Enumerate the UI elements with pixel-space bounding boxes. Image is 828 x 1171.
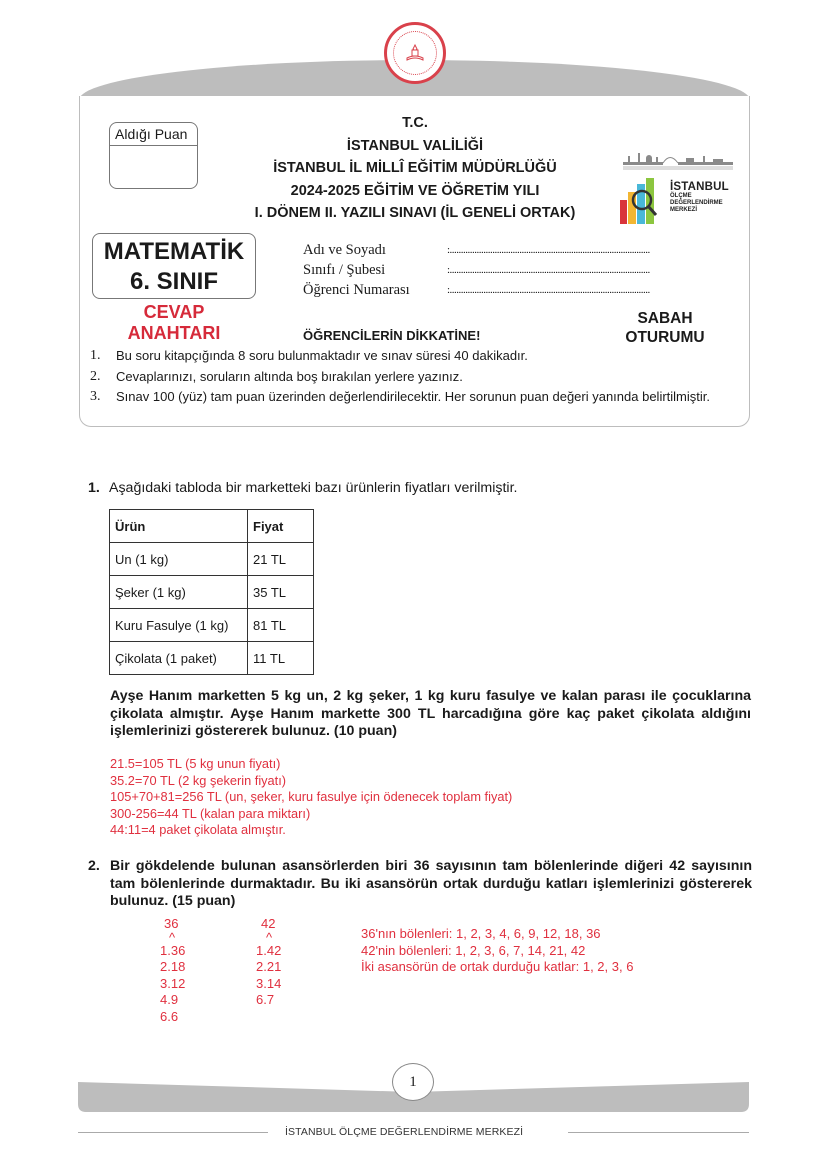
exam-title [230,112,600,225]
answer-line: 42'nin bölenleri: 1, 2, 3, 6, 7, 14, 21, 42 [361,942,586,958]
question-1-prompt: Ayşe Hanım marketten 5 kg un, 2 kg şeker, 1 kg kuru fasulye ve kalan parası ile çocuklarına çikolata almıştır. Ayşe Hanım markette 300 TL harcadığına göre kaç paket çikolata aldığını işlemlerinizi göstererek bulunuz. (10 puan) [110,688,751,739]
answer-line: 105+70+81=256 TL (un, şeker, kuru fasulye için ödenecek toplam fiyat) [110,789,513,804]
question-1-intro-text: Aşağıdaki tabloda bir marketteki bazı ürünlerin fiyatları verilmiştir. [109,480,518,496]
title-line-2: İSTANBUL VALİLİĞİ [346,137,484,154]
score-box-label: Aldığı Puan [110,123,197,146]
caret-icon: ^ [168,929,176,945]
table-row: Çikolata (1 paket) 11 TL [110,642,314,675]
footer-organization: İSTANBUL ÖLÇME DEĞERLENDİRME MERKEZİ [285,1126,524,1138]
answer-line: 300-256=44 TL (kalan para miktarı) [110,805,311,821]
title-line-5: I. DÖNEM II. YAZILI SINAVI (İL GENELİ ORTAK) [254,205,576,221]
title-line-3: İSTANBUL İL MİLLÎ EĞİTİM MÜDÜRLÜĞÜ [273,160,557,176]
meb-seal-icon [384,22,446,84]
rule-item: 2. Cevaplarınızı, soruların altında boş bırakılan yerlere yazınız. [90,368,463,384]
istanbul-olcme-logo-text: İSTANBUL ÖLÇME DEĞERLENDİRME MERKEZİ [670,181,729,213]
table-row: Un (1 kg) 21 TL [110,543,314,576]
answer-line: 35.2=70 TL (2 kg şekerin fiyatı) [110,772,287,788]
title-line-4: 2024-2025 EĞİTİM VE ÖĞRETİM YILI [290,182,540,199]
table-row: Şeker (1 kg) 35 TL [110,576,314,609]
table-header-product: Ürün [110,510,248,543]
answer-line: 36'nın bölenleri: 1, 2, 3, 4, 6, 9, 12, 18, 36 [361,926,601,941]
student-number-field[interactable]: Öğrenci Numarası :......................................................................................... [303,282,650,298]
notice-title: ÖĞRENCİLERİN DİKKATİNE! [303,328,481,343]
divisor-head: 42 [261,916,276,931]
answer-line: 21.5=105 TL (5 kg unun fiyatı) [110,756,281,771]
table-header-price: Fiyat [248,510,314,543]
score-box [109,122,198,189]
exam-rules [90,346,710,408]
question-1-answer [110,756,512,839]
caret-icon: ^ [265,929,273,945]
session-label: SABAH OTURUMU [625,310,705,346]
divisors-36-work: 36 ^ 1.36 2.18 3.12 4.9 6.6 [160,916,186,1024]
student-class-field[interactable]: Sınıfı / Şubesi :......................................................................................... [303,262,650,278]
footer-divider-right [568,1132,749,1133]
grade-level: 6. SINIF [129,268,219,295]
table-header-row [110,510,314,543]
subject-name: MATEMATİK [103,238,245,265]
student-info-fields [303,240,719,300]
rule-item: 1. Bu soru kitapçığında 8 soru bulunmaktadır ve sınav süresi 40 dakikadır. [90,348,528,363]
page-number: 1 [392,1063,434,1101]
question-2-number: 2. [88,858,100,874]
table-row: Kuru Fasulye (1 kg) 81 TL [110,609,314,642]
answer-key-label: CEVAP ANAHTARI [127,302,221,343]
question-2-answer [361,926,633,976]
rule-item: 3. Sınav 100 (yüz) tam puan üzerinden değerlendirilecektir. Her sorunun puan değeri yanında belirtilmiştir. [90,389,710,404]
student-name-field[interactable]: Adı ve Soyadı :......................................................................................... [303,242,650,258]
question-2-prompt: Bir gökdelende bulunan asansörlerden biri 36 sayısının tam bölenlerinde diğeri 42 sayısının tam bölenlerinde durmaktadır. Bu iki asansörün ortak durduğu katları işlemlerinizi göstererek bulunuz. (15 puan) [110,858,752,909]
footer-divider-left [78,1132,268,1133]
answer-line: 44:11=4 paket çikolata almıştır. [110,822,286,837]
subject-box [92,233,256,299]
answer-line: İki asansörün de ortak durduğu katlar: 1, 2, 3, 6 [361,959,634,974]
divisor-head: 36 [164,916,179,931]
title-line-1: T.C. [402,115,428,131]
price-table [109,509,314,675]
divisors-42-work: 42 ^ 1.42 2.21 3.14 6.7 [256,916,282,1007]
question-1-number: 1. [88,480,100,496]
